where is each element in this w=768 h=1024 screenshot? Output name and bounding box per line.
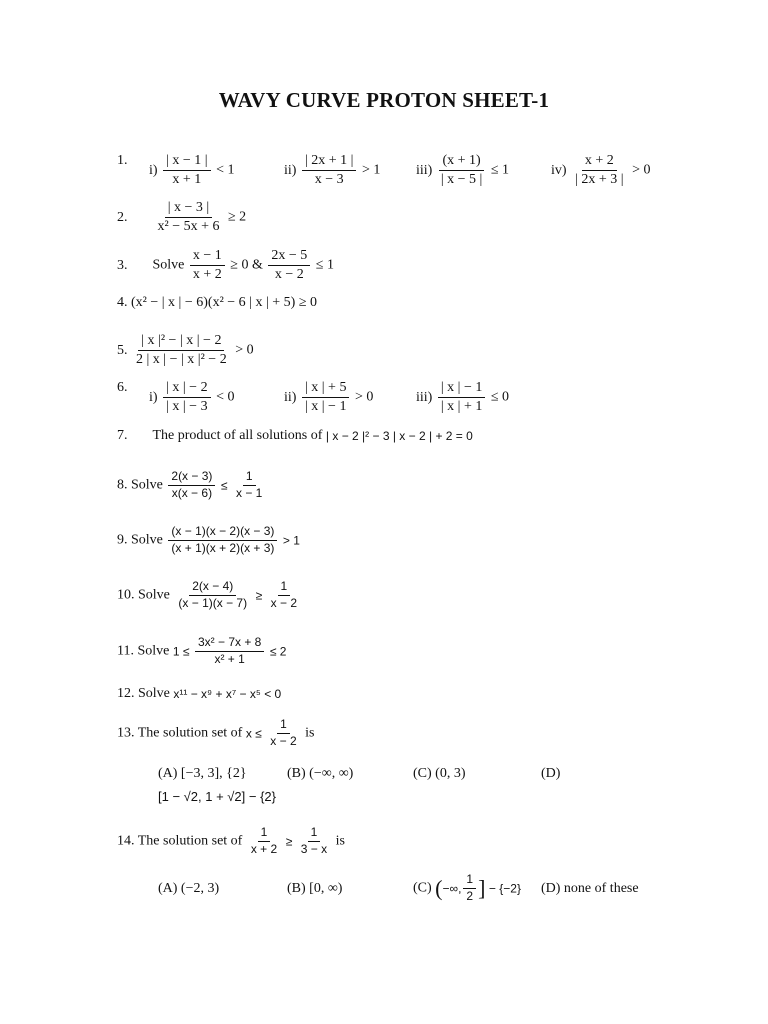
question-11: 11. Solve 1 ≤ $\frac{\text{3x² − 7x + 8}}{\text{x² + 1}}$ ≤ 2 bbox=[117, 635, 287, 666]
fraction: $\frac{| x | - 2}{| x | - 3}$ bbox=[163, 380, 211, 415]
question-12: 12. Solve x¹¹ − x⁹ + x⁷ − x⁵ < 0 bbox=[117, 686, 282, 701]
fraction: $\frac{\text{3x² − 7x + 8}}{\text{x² + 1}}$ bbox=[195, 636, 264, 667]
option-a[interactable]: (A) [−3, 3], {2} bbox=[158, 766, 247, 781]
fraction: $\frac{1}{x - 2}$ bbox=[270, 717, 297, 748]
fraction: $\frac{1}{x - 1}$ bbox=[236, 469, 263, 500]
option-a[interactable]: (A) (−2, 3) bbox=[158, 881, 220, 896]
fraction: $\frac{| x | + 5}{| x | - 1}$ bbox=[302, 380, 350, 415]
option-d[interactable]: (D) none of these bbox=[541, 881, 639, 896]
option-b[interactable]: (B) (−∞, ∞) bbox=[287, 766, 354, 781]
fraction: $\frac{(x - 1)(x - 2)(x - 3)}{(x + 1)(x + 2)(x + 3)}$ bbox=[168, 525, 277, 556]
fraction: $\frac{(x + 1)}{| x - 5 |}$ bbox=[440, 153, 483, 188]
question-2: 2. $\frac{| x - 3 |}{\text{x² − 5x + 6}}$ ≥ 2 bbox=[117, 200, 247, 235]
fraction: $\frac{\text{| x |² − | x | − 2}}{\text{2 | x | − | x |² − 2}}$ bbox=[136, 333, 227, 368]
question-14: 14. The solution set of $\frac{1}{x + 2}$ ≥ $\frac{1}{3 - x}$ is bbox=[117, 825, 345, 856]
question-1-part-iii: iii) $\frac{(x + 1)}{| x - 5 |}$ ≤ 1 bbox=[416, 153, 510, 188]
option-b[interactable]: (B) [0, ∞) bbox=[287, 881, 343, 896]
option-d-value: [1 − √2, 1 + √2] − {2} bbox=[158, 789, 276, 804]
fraction: $\frac{| x - 3 |}{\text{x² − 5x + 6}}$ bbox=[157, 200, 220, 235]
fraction: $\frac{| x | - 1}{| x | + 1}$ bbox=[438, 380, 486, 415]
fraction: $\frac{1}{x + 2}$ bbox=[250, 825, 278, 856]
question-6-part-ii: ii) $\frac{| x | + 5}{| x | - 1}$ > 0 bbox=[284, 380, 374, 415]
fraction: $\frac{x - 1}{x + 2}$ bbox=[190, 248, 225, 283]
fraction: $\frac{1}{2}$ bbox=[463, 873, 476, 904]
fraction: $\frac{1}{3 - x}$ bbox=[300, 825, 328, 856]
question-7: 7. The product of all solutions of | x − 2 |² − 3 | x − 2 | + 2 = 0 bbox=[117, 428, 473, 443]
question-1-part-ii: ii) $\frac{| 2x + 1 |}{x - 3}$ > 1 bbox=[284, 153, 381, 188]
question-4: 4. (x² − | x | − 6)(x² − 6 | x | + 5) ≥ 0 bbox=[117, 295, 318, 310]
question-3: 3. Solve $\frac{x - 1}{x + 2}$ ≥ 0 & $\frac{2x - 5}{x - 2}$ ≤ 1 bbox=[117, 248, 334, 283]
question-number: 1. bbox=[117, 153, 128, 168]
question-1 bbox=[117, 153, 128, 169]
question-8: 8. Solve $\frac{2(x - 3)}{x(x - 6)}$ ≤ $\frac{1}{x - 1}$ bbox=[117, 470, 267, 501]
fraction: $\frac{1}{x - 2}$ bbox=[270, 579, 298, 610]
question-6: 6. bbox=[117, 380, 128, 395]
fraction: $\frac{| 2x + 1 |}{x - 3}$ bbox=[302, 153, 357, 188]
question-6-part-i: i) $\frac{| x | - 2}{| x | - 3}$ < 0 bbox=[149, 380, 235, 415]
question-10: 10. Solve $\frac{2(x - 4)}{(x - 1)(x - 7)}$ ≥ $\frac{1}{x - 2}$ bbox=[117, 580, 302, 611]
option-c[interactable]: (C) (−∞, $\frac{1}{2}$ ] − {−2} bbox=[413, 872, 521, 903]
question-9: 9. Solve $\frac{(x - 1)(x - 2)(x - 3)}{(x + 1)(x + 2)(x + 3)}$ > 1 bbox=[117, 524, 300, 555]
option-d[interactable]: (D) bbox=[541, 766, 561, 781]
fraction: $\frac{2(x - 3)}{x(x - 6)}$ bbox=[168, 470, 215, 501]
fraction: $\frac{x + 2}{| 2x + 3 |}$ bbox=[575, 153, 624, 188]
option-c[interactable]: (C) (0, 3) bbox=[413, 766, 466, 781]
fraction: $\frac{| x - 1 |}{x + 1}$ bbox=[163, 153, 211, 188]
question-1-part-i: i) $\frac{| x - 1 |}{x + 1}$ < 1 bbox=[149, 153, 235, 188]
question-5: 5. $\frac{\text{| x |² − | x | − 2}}{\text{2 | x | − | x |² − 2}}$ > 0 bbox=[117, 333, 254, 368]
question-6-part-iii: iii) $\frac{| x | - 1}{| x | + 1}$ ≤ 0 bbox=[416, 380, 510, 415]
fraction: $\frac{2(x - 4)}{(x - 1)(x - 7)}$ bbox=[178, 579, 248, 610]
fraction: $\frac{2x - 5}{x - 2}$ bbox=[268, 248, 310, 283]
sheet-title: WAVY CURVE PROTON SHEET-1 bbox=[218, 88, 550, 112]
question-1-part-iv: iv) $\frac{x + 2}{| 2x + 3 |}$ > 0 bbox=[551, 153, 651, 188]
question-13: 13. The solution set of x ≤ $\frac{1}{x - 2}$ is bbox=[117, 717, 315, 748]
